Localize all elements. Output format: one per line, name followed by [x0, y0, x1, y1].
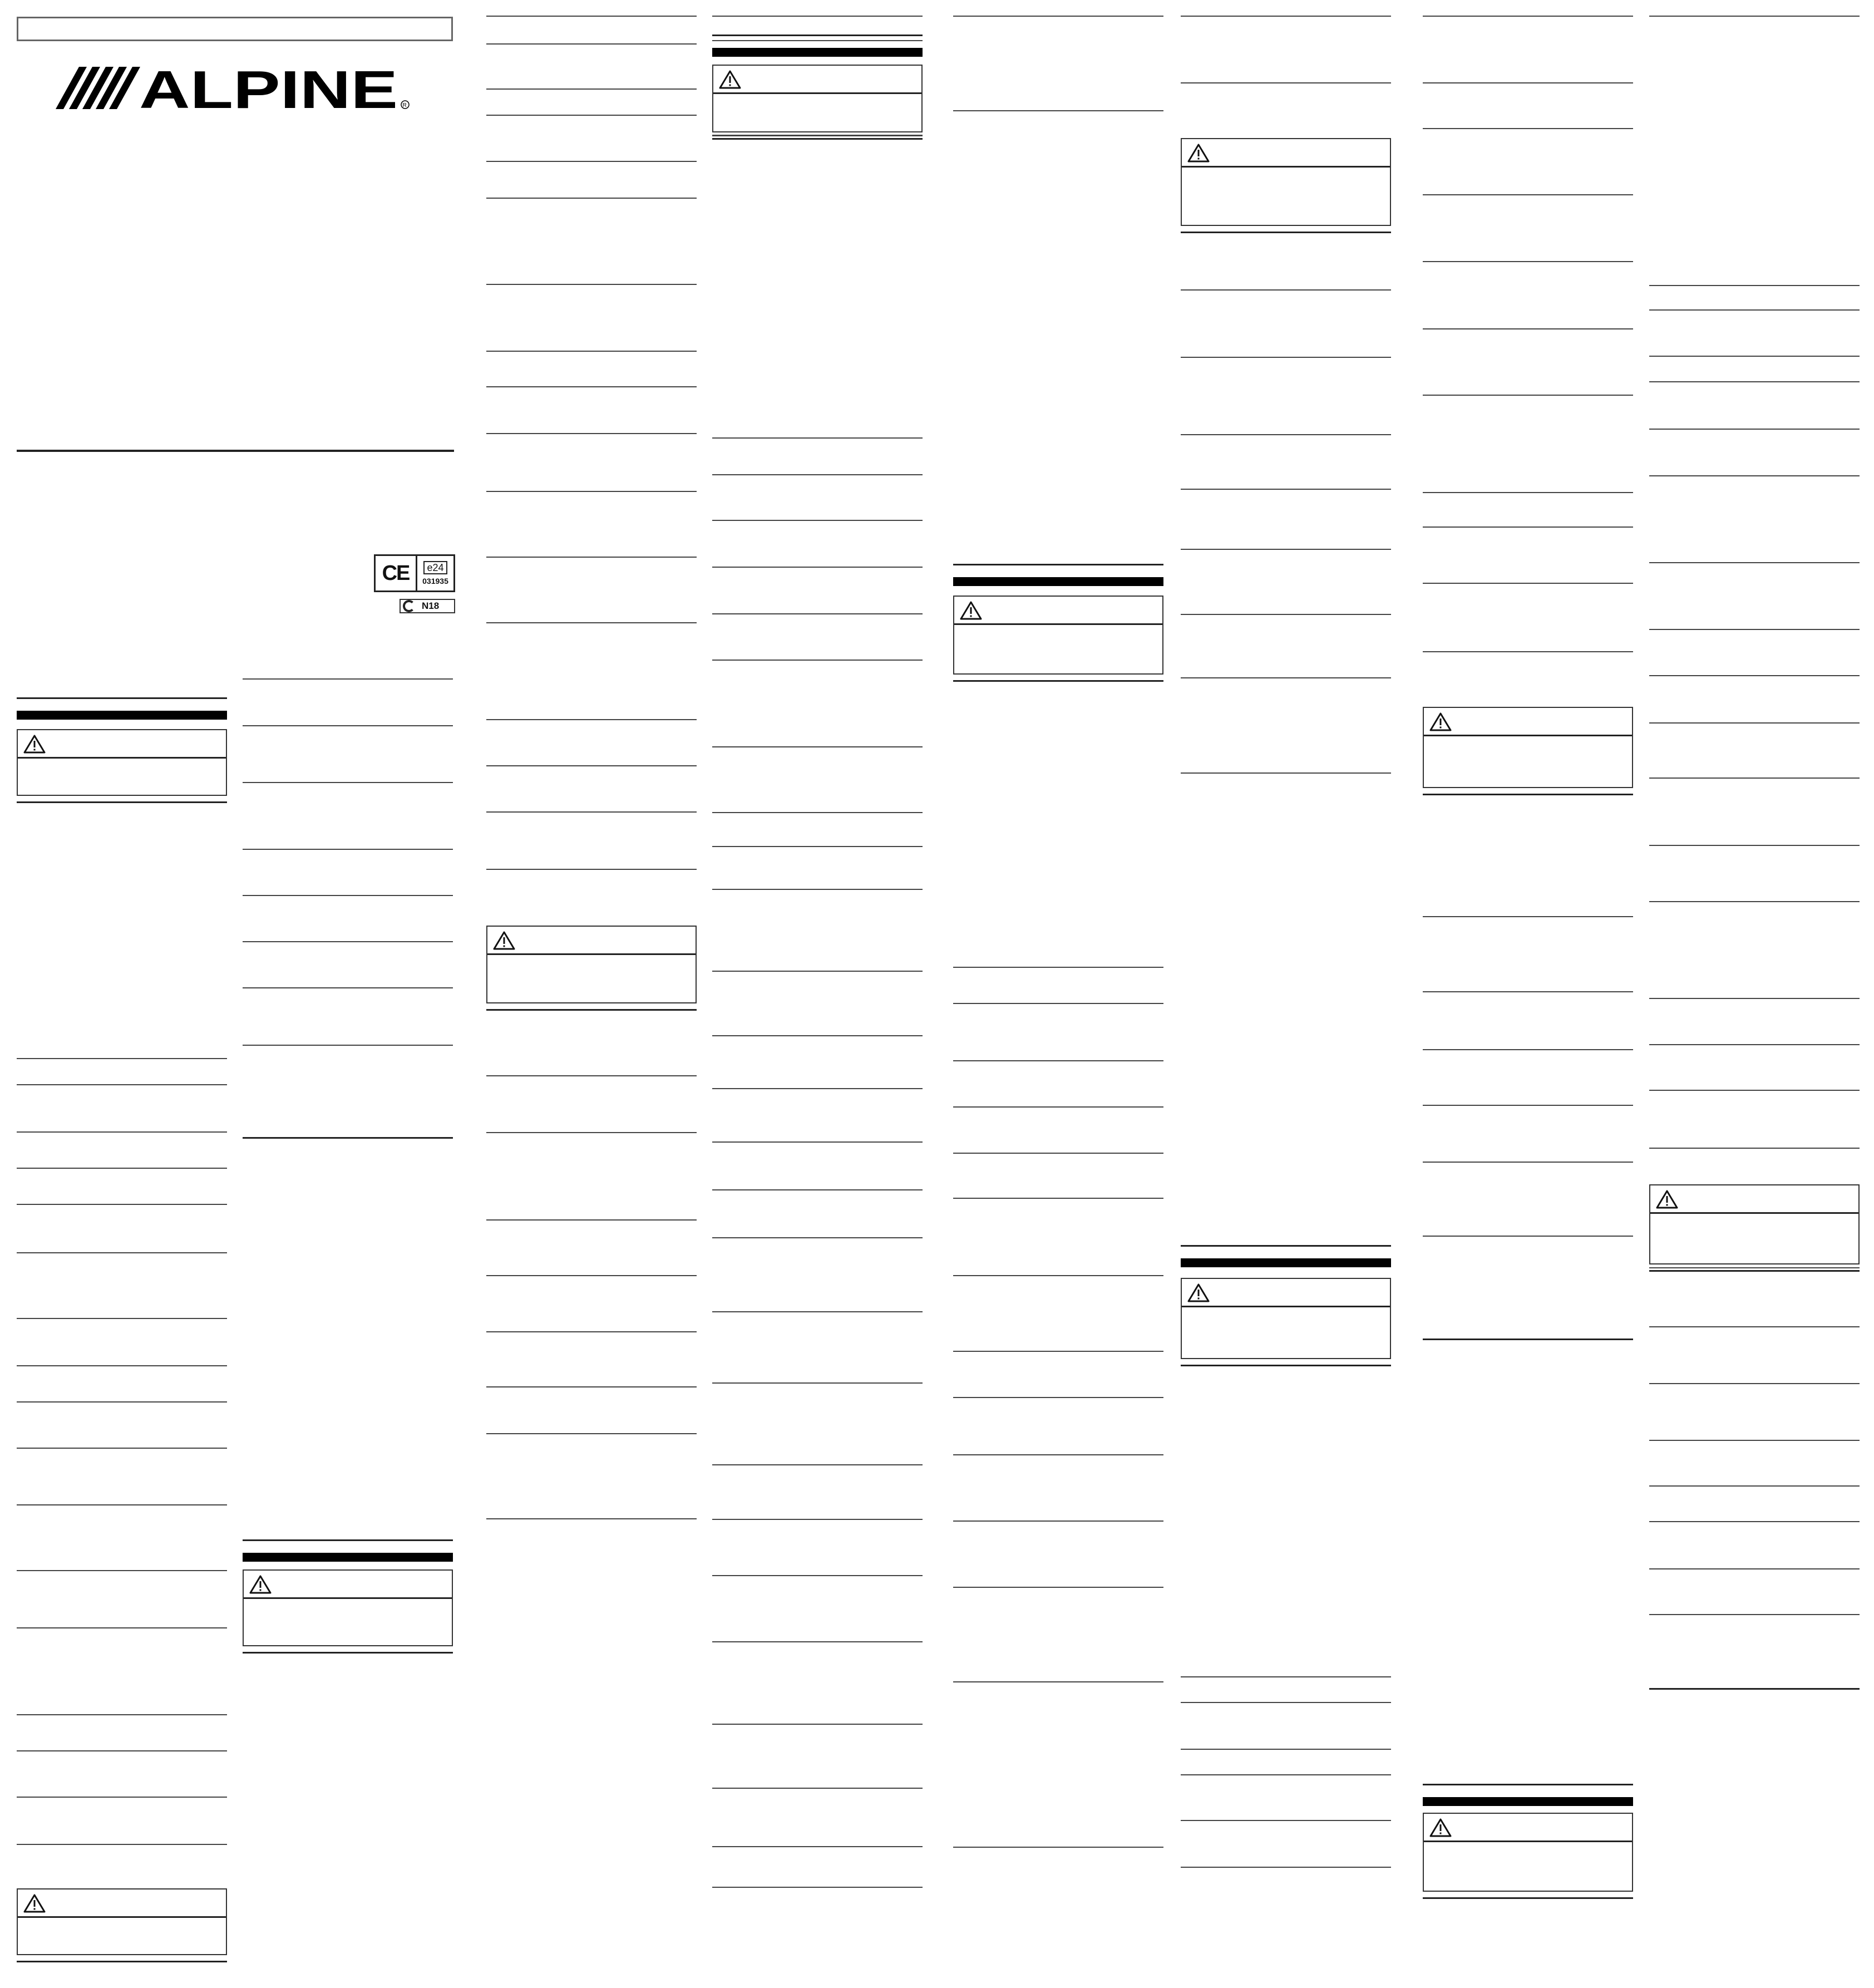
section-rule — [1649, 675, 1860, 676]
section-rule — [953, 1397, 1163, 1398]
section-rule — [712, 1724, 923, 1725]
section-rule — [486, 557, 697, 558]
section-rule — [243, 895, 453, 896]
warning-header-top-rule — [1181, 1245, 1391, 1247]
warning-header-bar — [712, 48, 923, 57]
section-rule — [712, 1788, 923, 1789]
section-rule — [712, 16, 923, 17]
section-rule — [953, 1454, 1163, 1455]
warning-triangle-icon — [249, 1575, 272, 1594]
section-rule — [17, 1131, 227, 1133]
caution-header — [487, 927, 696, 955]
section-rule — [1649, 381, 1860, 382]
e-mark-code: e24 — [423, 561, 447, 574]
section-rule — [1423, 128, 1633, 129]
section-rule — [243, 782, 453, 783]
section-rule — [486, 43, 697, 45]
section-rule — [1181, 1774, 1391, 1775]
section-rule — [486, 1275, 697, 1276]
section-rule — [486, 161, 697, 162]
section-rule — [1649, 1267, 1860, 1268]
section-rule — [1649, 1090, 1860, 1091]
caution-box — [17, 1888, 227, 1955]
section-rule — [17, 1084, 227, 1085]
section-rule — [1181, 1676, 1391, 1677]
warning-header-top-rule — [243, 1539, 453, 1541]
warning-header-top-rule — [17, 697, 227, 699]
section-rule — [1423, 1162, 1633, 1163]
section-rule-heavy — [1423, 1339, 1633, 1340]
section-rule — [17, 1252, 227, 1253]
section-rule — [712, 1519, 923, 1520]
section-rule — [1181, 16, 1391, 17]
caution-header — [713, 66, 921, 94]
caution-header — [1182, 139, 1390, 168]
section-rule — [17, 1714, 227, 1715]
section-rule — [953, 16, 1163, 17]
section-rule — [17, 1365, 227, 1366]
warning-triangle-icon — [23, 1894, 46, 1913]
section-rule — [1423, 991, 1633, 992]
section-rule — [17, 1627, 227, 1628]
section-rule — [712, 135, 923, 136]
section-rule — [486, 284, 697, 285]
section-rule — [486, 351, 697, 352]
caution-box — [1423, 707, 1633, 788]
title-frame — [17, 17, 453, 41]
warning-triangle-icon — [1187, 144, 1210, 163]
caution-box — [712, 65, 923, 132]
warning-triangle-icon — [23, 735, 46, 754]
section-rule — [486, 16, 697, 17]
section-rule — [1649, 285, 1860, 286]
caution-bottom-rule — [1423, 1897, 1633, 1899]
section-rule — [486, 811, 697, 813]
warning-header-top-rule — [712, 35, 923, 36]
section-rule — [1423, 526, 1633, 528]
section-rule — [1181, 614, 1391, 615]
caution-box — [1181, 1278, 1391, 1359]
warning-header-bar — [1181, 1258, 1391, 1267]
section-rule — [712, 40, 923, 41]
approval-number: 031935 — [422, 577, 448, 585]
section-rule — [953, 1198, 1163, 1199]
section-rule — [1649, 1383, 1860, 1384]
section-rule — [486, 719, 697, 720]
section-rule — [1649, 429, 1860, 430]
cover-divider — [17, 450, 454, 452]
section-rule — [1649, 845, 1860, 846]
section-rule — [953, 1106, 1163, 1108]
caution-bottom-rule — [243, 1652, 453, 1654]
caution-header — [1424, 708, 1632, 736]
section-rule — [712, 613, 923, 614]
section-rule — [1649, 475, 1860, 476]
section-rule — [953, 1351, 1163, 1352]
section-rule — [1181, 434, 1391, 435]
section-rule — [1181, 489, 1391, 490]
section-rule — [17, 1204, 227, 1205]
section-rule — [17, 1797, 227, 1798]
section-rule — [1649, 1044, 1860, 1045]
section-rule — [1649, 629, 1860, 630]
section-rule — [953, 1060, 1163, 1061]
caution-bottom-rule — [1181, 1365, 1391, 1366]
caution-box — [1649, 1184, 1860, 1264]
section-rule — [1649, 1148, 1860, 1149]
section-rule — [1181, 289, 1391, 291]
section-rule — [953, 1520, 1163, 1522]
section-rule — [712, 1575, 923, 1576]
section-rule — [712, 1846, 923, 1847]
c-tick-icon — [403, 600, 415, 612]
section-rule — [243, 849, 453, 850]
warning-header-top-rule — [1423, 1784, 1633, 1785]
warning-triangle-icon — [1429, 712, 1452, 731]
caution-header — [1424, 1814, 1632, 1842]
warning-header-bar — [17, 711, 227, 720]
section-rule — [1649, 901, 1860, 902]
section-rule — [953, 967, 1163, 968]
c-tick-code: N18 — [422, 601, 440, 611]
caution-bottom-rule — [712, 138, 923, 140]
section-rule — [712, 889, 923, 890]
section-rule — [1181, 357, 1391, 358]
section-rule — [1649, 1568, 1860, 1569]
section-rule — [712, 746, 923, 747]
section-rule — [1181, 1820, 1391, 1821]
c-tick-mark — [400, 599, 455, 613]
caution-bottom-rule — [1181, 232, 1391, 233]
caution-box — [243, 1569, 453, 1646]
section-rule — [953, 1587, 1163, 1588]
brand-wordmark: ALPINE — [139, 66, 398, 110]
section-rule — [486, 1075, 697, 1076]
caution-bottom-rule — [17, 1961, 227, 1962]
caution-bottom-rule — [953, 680, 1163, 682]
section-rule-heavy — [1649, 1688, 1860, 1690]
section-rule — [712, 1035, 923, 1036]
section-rule — [1423, 583, 1633, 584]
section-rule — [486, 491, 697, 492]
section-rule — [17, 1168, 227, 1169]
section-rule — [486, 433, 697, 434]
section-rule — [1181, 1867, 1391, 1868]
section-rule — [712, 1382, 923, 1384]
section-rule — [712, 971, 923, 972]
warning-header-bar — [243, 1553, 453, 1562]
section-rule — [1649, 1440, 1860, 1441]
section-rule — [1423, 1236, 1633, 1237]
caution-header — [1182, 1279, 1390, 1307]
section-rule — [712, 1887, 923, 1888]
section-rule — [243, 987, 453, 988]
section-rule — [712, 846, 923, 847]
caution-bottom-rule — [486, 1009, 697, 1011]
section-rule — [486, 1386, 697, 1387]
section-rule — [1649, 778, 1860, 779]
caution-header — [954, 597, 1162, 625]
section-rule — [953, 1275, 1163, 1276]
section-rule — [243, 1045, 453, 1046]
section-rule — [17, 1448, 227, 1449]
section-rule — [1423, 82, 1633, 83]
section-rule — [243, 941, 453, 942]
section-rule — [953, 1153, 1163, 1154]
section-rule — [17, 1504, 227, 1505]
section-rule — [1423, 194, 1633, 195]
section-rule — [486, 765, 697, 766]
section-rule — [1423, 16, 1633, 17]
section-rule — [17, 1401, 227, 1403]
section-rule — [486, 198, 697, 199]
section-rule — [1423, 395, 1633, 396]
section-rule — [1649, 998, 1860, 999]
section-rule — [1423, 328, 1633, 329]
caution-header — [18, 1889, 226, 1918]
section-rule — [1649, 1521, 1860, 1522]
ce-certification-mark — [374, 554, 455, 592]
section-rule — [1181, 1749, 1391, 1750]
section-rule — [486, 115, 697, 116]
section-rule — [1649, 309, 1860, 311]
section-rule — [712, 1189, 923, 1190]
section-rule — [1423, 492, 1633, 493]
warning-triangle-icon — [1429, 1818, 1452, 1837]
section-rule — [712, 520, 923, 521]
section-rule — [1423, 261, 1633, 262]
section-rule — [243, 725, 453, 726]
section-rule — [1181, 677, 1391, 678]
section-rule — [953, 1847, 1163, 1848]
section-rule — [712, 1141, 923, 1143]
section-rule — [486, 386, 697, 387]
caution-box — [17, 729, 227, 796]
warning-triangle-icon — [1656, 1190, 1678, 1209]
section-rule — [712, 567, 923, 568]
section-rule — [17, 1570, 227, 1571]
section-rule — [1649, 1326, 1860, 1327]
caution-bottom-rule — [1649, 1270, 1860, 1272]
section-rule — [1423, 651, 1633, 652]
section-rule — [1649, 1485, 1860, 1487]
caution-box — [486, 926, 697, 1003]
section-rule — [712, 812, 923, 813]
section-rule — [953, 1003, 1163, 1004]
section-rule — [486, 1219, 697, 1221]
section-rule — [1649, 562, 1860, 563]
caution-box — [1423, 1813, 1633, 1892]
section-rule — [712, 1311, 923, 1312]
section-rule — [1649, 722, 1860, 724]
section-rule — [1649, 356, 1860, 357]
section-rule — [486, 869, 697, 870]
section-rule — [17, 1844, 227, 1845]
section-rule — [712, 474, 923, 475]
caution-header — [1650, 1185, 1858, 1214]
caution-box — [953, 596, 1163, 675]
section-rule — [1181, 772, 1391, 774]
warning-header-bar — [953, 577, 1163, 586]
warning-triangle-icon — [493, 931, 515, 950]
caution-header — [18, 730, 226, 759]
section-rule-heavy — [243, 1137, 453, 1139]
section-rule — [486, 622, 697, 623]
warning-triangle-icon — [1187, 1283, 1210, 1302]
section-rule — [17, 1058, 227, 1059]
svg-text:R: R — [402, 102, 407, 109]
section-rule — [486, 88, 697, 90]
section-rule — [712, 1464, 923, 1465]
warning-header-top-rule — [953, 564, 1163, 565]
alpine-logo — [56, 66, 412, 110]
section-rule — [17, 1318, 227, 1319]
section-rule — [486, 1331, 697, 1332]
section-rule — [1423, 1049, 1633, 1050]
section-rule — [712, 660, 923, 661]
caution-bottom-rule — [1423, 794, 1633, 795]
section-rule — [712, 1237, 923, 1238]
section-rule — [17, 1750, 227, 1751]
section-rule — [486, 1518, 697, 1519]
section-rule — [1649, 1614, 1860, 1615]
section-rule — [712, 1641, 923, 1642]
warning-header-bar — [1423, 1797, 1633, 1806]
section-rule — [1181, 82, 1391, 83]
caution-bottom-rule — [17, 801, 227, 803]
section-rule — [486, 1433, 697, 1434]
section-rule — [953, 1681, 1163, 1682]
section-rule — [953, 110, 1163, 111]
section-rule — [1181, 549, 1391, 550]
ce-symbol: CE — [376, 556, 417, 591]
section-rule — [712, 1088, 923, 1089]
section-rule — [1649, 16, 1860, 17]
section-rule — [243, 678, 453, 680]
caution-header — [244, 1571, 452, 1599]
section-rule — [1181, 1702, 1391, 1703]
warning-triangle-icon — [960, 601, 982, 620]
warning-triangle-icon — [719, 70, 741, 89]
section-rule — [1423, 1105, 1633, 1106]
section-rule — [712, 437, 923, 439]
section-rule — [486, 1132, 697, 1133]
section-rule — [1423, 916, 1633, 917]
caution-box — [1181, 138, 1391, 226]
